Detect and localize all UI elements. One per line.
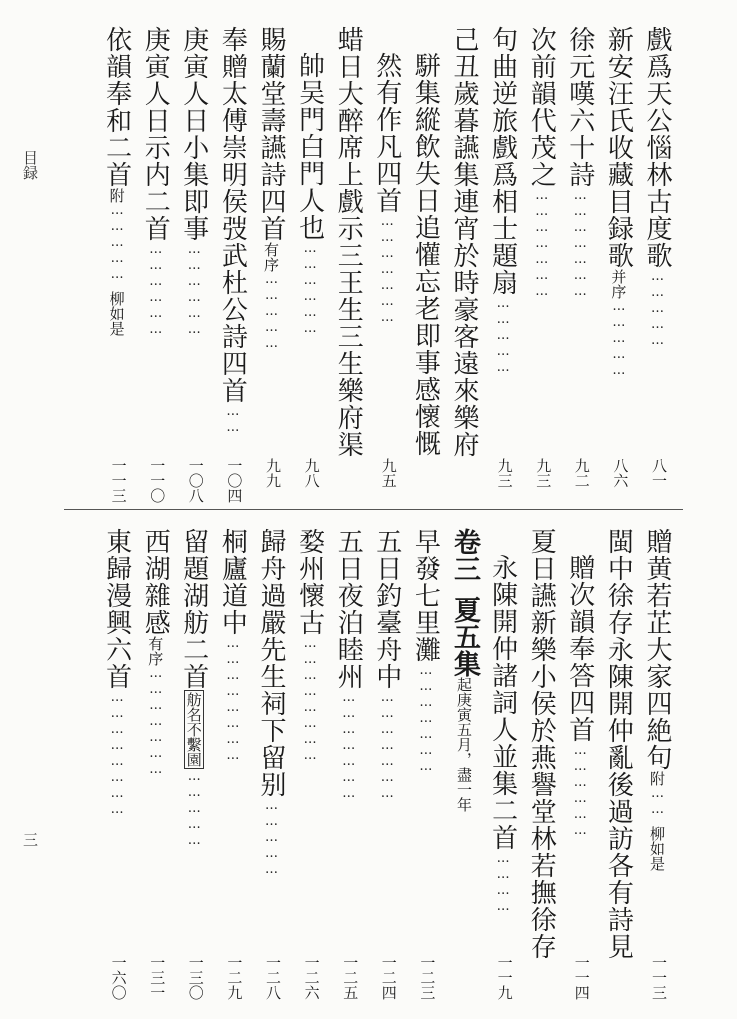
leader-dots: ……………: [109, 203, 125, 283]
leader-dots: ……………: [264, 798, 279, 878]
entry-page-number: 一〇四: [225, 458, 244, 503]
entry-title: 次前韻代茂之: [526, 26, 557, 188]
entry-note: 有序: [262, 242, 280, 272]
leader-dots: ……………: [264, 272, 279, 352]
leader-dots: …………………: [418, 663, 434, 775]
entry-title: 駢集縱飲失日追懽忘老即事感懷慨: [410, 52, 441, 457]
entry-page-number: 一一〇: [148, 458, 167, 503]
entry-note: 附: [107, 188, 126, 203]
bottom_entries-entry: [371, 528, 402, 802]
entry-page-number: 八一: [650, 458, 668, 488]
entry-title: 依韻奉和二首: [101, 26, 132, 188]
top_entries-entry: [487, 26, 518, 376]
leader-dots: …………………: [534, 188, 550, 300]
top_entries-entry: [258, 26, 284, 352]
page-number: 三: [21, 832, 39, 847]
top_entries-entry: [178, 26, 209, 338]
top_entries-entry: [140, 26, 171, 338]
top_entries-entry: [526, 26, 557, 300]
side-label: 目録: [21, 150, 39, 180]
top_entries-entry: [603, 26, 634, 379]
entry-page-number: 一二六: [302, 955, 321, 1000]
entry-note: 并序: [609, 269, 628, 299]
entry-page-number: 一六〇: [109, 955, 128, 1000]
entry-page-number: 一一三: [650, 955, 668, 1000]
entry-title: 贈次韻奉答四首: [564, 554, 595, 743]
bottom_entries-entry: [333, 528, 364, 802]
bottom_entries-entry: [564, 554, 595, 839]
entry-title: 句曲逆旅戲爲相士題扇: [487, 26, 518, 296]
entry-page-number: 一二五: [341, 955, 360, 1000]
entry-title: 帥吴門白門人也: [294, 52, 325, 241]
entry-page-number: 九九: [264, 458, 282, 488]
entry-page-number: 一〇八: [186, 458, 205, 503]
bottom_entries-entry: [294, 528, 325, 764]
entry-page-number: 一二九: [225, 955, 244, 1000]
leader-dots: ………………: [186, 242, 202, 338]
leader-dots: …………: [495, 851, 511, 915]
top_entries-entry: [217, 26, 248, 436]
bottom_entries-entry: [258, 528, 284, 878]
entry-title: 桐廬道中: [217, 528, 248, 636]
entry-page-number: 九三: [534, 458, 553, 488]
entry-title: 蜡日大醉席上戲示三王生三生樂府渠: [333, 26, 364, 458]
entry-title: 賜蘭堂壽讌詩四首: [256, 26, 286, 242]
bottom_entries-entry: [603, 528, 634, 960]
leader-dots: ……………: [611, 299, 627, 379]
leader-dots: ………………: [302, 241, 318, 337]
entry-page-number: 九五: [379, 458, 398, 488]
entry-title: 閩中徐存永陳開仲亂後過訪各有詩見: [603, 528, 634, 960]
heading-gap: [456, 582, 472, 596]
bottom_entries-entry: [140, 528, 171, 778]
entry-title: 歸舟過嚴先生祠下留别: [256, 528, 286, 798]
entry-page-number: 八六: [611, 458, 630, 488]
entry-title: 夏日讌新樂小侯於燕譽堂林若撫徐存: [526, 528, 557, 960]
entry-page-number: 一一九: [495, 955, 514, 1000]
top_entries-entry: [644, 26, 670, 349]
entry-page-number: 一三〇: [186, 955, 205, 1000]
entry-page-number: 一一三: [109, 458, 128, 503]
bottom_entries-entry: [178, 528, 209, 849]
leader-dots: ……………: [186, 769, 202, 849]
bottom_entries-entry: [526, 528, 557, 960]
entry-note: 有序: [146, 636, 165, 666]
entry-page-number: 九三: [495, 458, 514, 488]
volume-subtitle: 起庚寅五月，盡一年: [455, 677, 473, 812]
leader-dots: ……: [650, 786, 665, 818]
leader-dots: …………………: [379, 214, 395, 326]
leader-dots: …………………: [572, 188, 588, 300]
entry-title: 奉贈太傅崇明侯弢武杜公詩四首: [217, 26, 248, 404]
bottom_entries-entry: [487, 554, 518, 915]
bottom_entries-entry: [101, 528, 132, 818]
entry-page-number: 一二八: [264, 955, 282, 1000]
entry-title: 五日釣臺舟中: [371, 528, 402, 690]
bottom_entries-entry: [217, 528, 248, 764]
top_entries-entry: [564, 26, 595, 300]
volume-heading: 卷三: [449, 528, 480, 582]
bottom_entries-entry: [644, 528, 670, 871]
leader-dots: ……………………: [225, 636, 241, 764]
top_entries-entry: [451, 26, 477, 458]
leader-dots: ……………: [650, 269, 665, 349]
entry-title: 五日夜泊睦州: [333, 528, 364, 690]
leader-dots: ……………………: [109, 690, 125, 818]
entry-title: 庚寅人日小集即事: [178, 26, 209, 242]
entry-page-number: 九二: [572, 458, 591, 488]
entry-title: 新安汪氏收藏目録歌: [603, 26, 634, 269]
entry-page-number: 一一四: [572, 955, 591, 1000]
entry-page-number: 九八: [302, 458, 321, 488]
entry-title: 己丑歲暮讌集連宵於時豪客遠來樂府: [449, 26, 479, 458]
top_entries-entry: [101, 26, 132, 336]
entry-page-number: 一二三: [418, 955, 437, 1000]
entry-title: 庚寅人日示内二首: [140, 26, 171, 242]
entry-page-number: 一二四: [379, 955, 398, 1000]
entry-title: 留題湖舫二首: [178, 528, 209, 690]
entry-title: 贈黄若芷大家四絶句: [642, 528, 672, 771]
leader-dots: ……………………: [302, 636, 318, 764]
entry-title: 永陳開仲諸詞人並集二首: [487, 554, 518, 851]
leader-dots: ……: [225, 404, 241, 436]
volume-title: 夏五集: [449, 596, 480, 677]
entry-title: 然有作凡四首: [371, 52, 402, 214]
entry-attribution: 柳如是: [648, 826, 666, 871]
leader-dots: ……………: [495, 296, 511, 376]
entry-title: 早發七里灘: [410, 528, 441, 663]
entry-title: 婺州懷古: [294, 528, 325, 636]
entry-note: 舫名不繫園: [184, 692, 203, 767]
leader-dots: …………………: [379, 690, 395, 802]
section-divider: [64, 509, 683, 510]
bottom_entries-entry: [410, 528, 441, 775]
leader-dots: ………………: [572, 743, 588, 839]
leader-dots: ………………: [148, 242, 164, 338]
top_entries-entry: [410, 52, 441, 457]
leader-dots: …………………: [148, 666, 164, 778]
entry-note: 附: [648, 771, 666, 786]
bottom_entries-entry: [451, 528, 478, 812]
entry-title: 徐元嘆六十詩: [564, 26, 595, 188]
entry-page-number: 一三一: [148, 955, 167, 1000]
top_entries-entry: [294, 52, 325, 337]
top_entries-entry: [333, 26, 364, 458]
entry-attribution: 柳如是: [107, 291, 126, 336]
entry-title: 戲爲天公惱林古度歌: [642, 26, 672, 269]
entry-title: 東歸漫興六首: [101, 528, 132, 690]
top_entries-entry: [371, 52, 402, 326]
entry-title: 西湖雜感: [140, 528, 171, 636]
leader-dots: …………………: [341, 690, 357, 802]
